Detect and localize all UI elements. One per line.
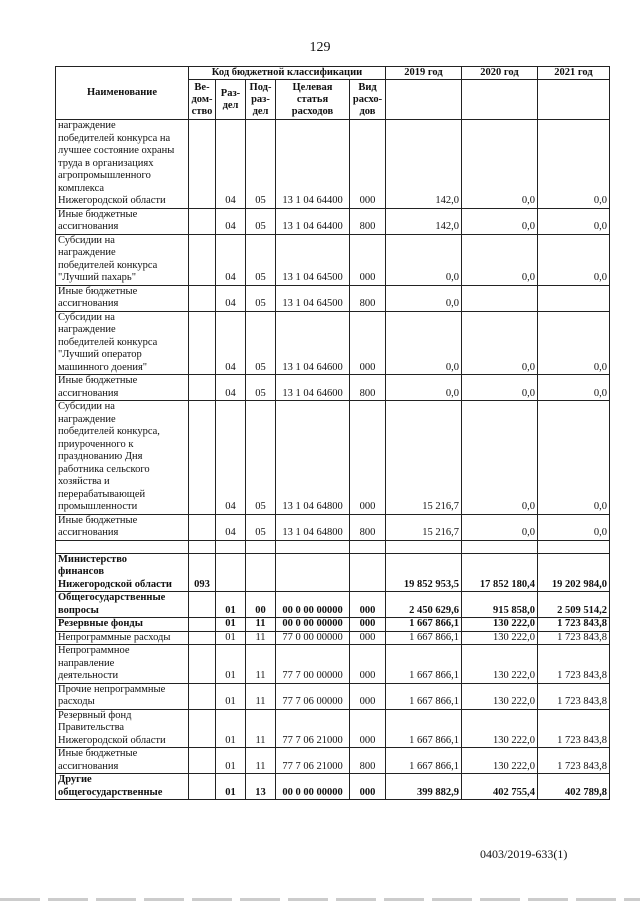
table-row — [56, 208, 610, 234]
cell-sec: 01 — [216, 618, 246, 632]
cell-type: 000 — [350, 709, 386, 748]
cell-y2021: 1 723 843,8 — [538, 631, 610, 645]
spacer-cell — [276, 540, 350, 553]
cell-y2019: 142,0 — [386, 120, 462, 209]
cell-y2021: 1 723 843,8 — [538, 748, 610, 774]
budget-table — [55, 66, 610, 800]
cell-y2020: 0,0 — [462, 311, 538, 375]
header-2019-blank — [386, 80, 462, 120]
cell-y2021: 0,0 — [538, 120, 610, 209]
spacer-cell — [216, 540, 246, 553]
cell-sub: 11 — [246, 748, 276, 774]
cell-name: Непрограммные расходы — [56, 631, 189, 645]
cell-dept — [189, 618, 216, 632]
cell-y2020: 0,0 — [462, 120, 538, 209]
cell-sub — [246, 553, 276, 592]
cell-y2021: 1 723 843,8 — [538, 683, 610, 709]
cell-dept — [189, 120, 216, 209]
cell-sub: 11 — [246, 618, 276, 632]
cell-dept — [189, 401, 216, 515]
cell-sub: 05 — [246, 120, 276, 209]
cell-type: 000 — [350, 401, 386, 515]
table-row — [56, 631, 610, 645]
cell-sec: 01 — [216, 709, 246, 748]
cell-y2019: 1 667 866,1 — [386, 683, 462, 709]
table-row — [56, 618, 610, 632]
cell-y2020: 0,0 — [462, 514, 538, 540]
cell-y2020: 0,0 — [462, 375, 538, 401]
cell-sec: 01 — [216, 683, 246, 709]
cell-dept — [189, 645, 216, 684]
cell-y2020: 130 222,0 — [462, 631, 538, 645]
cell-type: 000 — [350, 645, 386, 684]
cell-dept — [189, 748, 216, 774]
table-row — [56, 645, 610, 684]
table-row — [56, 401, 610, 515]
cell-y2021: 1 723 843,8 — [538, 618, 610, 632]
cell-y2019: 0,0 — [386, 285, 462, 311]
scan-edge-artifact — [0, 898, 640, 901]
cell-type: 000 — [350, 774, 386, 800]
table-row — [56, 709, 610, 748]
cell-type: 000 — [350, 311, 386, 375]
cell-name: Субсидии на награждение победителей конкурса, приуроченного к празднованию Дня работника сельского хозяйства и перерабатывающей промышленности — [56, 401, 189, 515]
cell-sub: 05 — [246, 285, 276, 311]
cell-dept — [189, 311, 216, 375]
spacer-cell — [56, 540, 189, 553]
cell-target: 13 1 04 64800 — [276, 401, 350, 515]
spacer-cell — [246, 540, 276, 553]
cell-y2019: 0,0 — [386, 234, 462, 285]
cell-target: 00 0 00 00000 — [276, 618, 350, 632]
cell-y2021: 1 723 843,8 — [538, 645, 610, 684]
cell-y2019: 19 852 953,5 — [386, 553, 462, 592]
cell-y2020: 130 222,0 — [462, 618, 538, 632]
cell-type: 000 — [350, 618, 386, 632]
cell-type: 800 — [350, 514, 386, 540]
cell-y2020: 402 755,4 — [462, 774, 538, 800]
cell-target: 13 1 04 64600 — [276, 375, 350, 401]
cell-name: Иные бюджетные ассигнования — [56, 375, 189, 401]
cell-target: 13 1 04 64500 — [276, 234, 350, 285]
cell-sub: 05 — [246, 375, 276, 401]
cell-target: 13 1 04 64400 — [276, 208, 350, 234]
table-row — [56, 592, 610, 618]
header-2021: 2021 год — [538, 67, 610, 80]
cell-y2020: 130 222,0 — [462, 748, 538, 774]
cell-sub: 05 — [246, 208, 276, 234]
table-row — [56, 540, 610, 553]
cell-y2021 — [538, 285, 610, 311]
table-row — [56, 514, 610, 540]
cell-sec: 04 — [216, 208, 246, 234]
cell-target — [276, 553, 350, 592]
cell-sec: 04 — [216, 375, 246, 401]
spacer-cell — [350, 540, 386, 553]
cell-y2019: 142,0 — [386, 208, 462, 234]
header-dept: Ве- дом- ство — [189, 80, 216, 120]
cell-y2020 — [462, 285, 538, 311]
cell-name: Иные бюджетные ассигнования — [56, 748, 189, 774]
cell-name: Резервный фонд Правительства Нижегородской области — [56, 709, 189, 748]
table-row — [56, 375, 610, 401]
table-row — [56, 120, 610, 209]
cell-name: награждение победителей конкурса на лучшее состояние охраны труда в организациях агропромышленного комплекса Нижегородской области — [56, 120, 189, 209]
header-2021-blank — [538, 80, 610, 120]
spacer-cell — [462, 540, 538, 553]
cell-sec: 01 — [216, 774, 246, 800]
cell-sub: 05 — [246, 401, 276, 515]
cell-sec: 04 — [216, 311, 246, 375]
cell-name: Субсидии на награждение победителей конкурса "Лучший пахарь" — [56, 234, 189, 285]
header-section: Раз- дел — [216, 80, 246, 120]
cell-sec: 01 — [216, 645, 246, 684]
cell-y2020: 915 858,0 — [462, 592, 538, 618]
cell-name: Иные бюджетные ассигнования — [56, 208, 189, 234]
cell-sec: 01 — [216, 631, 246, 645]
cell-y2019: 1 667 866,1 — [386, 645, 462, 684]
header-name: Наименование — [56, 67, 189, 120]
cell-y2020: 0,0 — [462, 208, 538, 234]
cell-y2020: 130 222,0 — [462, 645, 538, 684]
spacer-cell — [538, 540, 610, 553]
cell-sec: 04 — [216, 234, 246, 285]
cell-y2021: 0,0 — [538, 234, 610, 285]
table-header — [56, 67, 610, 120]
cell-target: 13 1 04 64800 — [276, 514, 350, 540]
cell-sec: 04 — [216, 401, 246, 515]
cell-sub: 13 — [246, 774, 276, 800]
cell-sub: 11 — [246, 631, 276, 645]
table-body — [56, 120, 610, 800]
cell-target: 77 7 06 00000 — [276, 683, 350, 709]
header-target: Целевая статья расходов — [276, 80, 350, 120]
header-exp-type: Вид расхо- дов — [350, 80, 386, 120]
cell-sub: 05 — [246, 234, 276, 285]
cell-y2021: 2 509 514,2 — [538, 592, 610, 618]
cell-name: Прочие непрограммные расходы — [56, 683, 189, 709]
cell-target: 00 0 00 00000 — [276, 774, 350, 800]
cell-type: 800 — [350, 208, 386, 234]
cell-y2021: 0,0 — [538, 375, 610, 401]
cell-target: 77 7 06 21000 — [276, 709, 350, 748]
table-row — [56, 234, 610, 285]
cell-y2019: 1 667 866,1 — [386, 748, 462, 774]
cell-dept — [189, 774, 216, 800]
cell-y2019: 1 667 866,1 — [386, 618, 462, 632]
cell-name: Иные бюджетные ассигнования — [56, 285, 189, 311]
cell-name: Общегосударственные вопросы — [56, 592, 189, 618]
cell-target: 13 1 04 64600 — [276, 311, 350, 375]
cell-type: 000 — [350, 120, 386, 209]
cell-name: Непрограммное направление деятельности — [56, 645, 189, 684]
cell-sec: 04 — [216, 514, 246, 540]
cell-y2021: 1 723 843,8 — [538, 709, 610, 748]
cell-sec — [216, 553, 246, 592]
cell-y2019: 2 450 629,6 — [386, 592, 462, 618]
cell-type: 800 — [350, 748, 386, 774]
cell-dept — [189, 514, 216, 540]
cell-y2020: 0,0 — [462, 234, 538, 285]
cell-sub: 00 — [246, 592, 276, 618]
cell-y2021: 0,0 — [538, 401, 610, 515]
cell-y2021: 19 202 984,0 — [538, 553, 610, 592]
cell-y2019: 15 216,7 — [386, 514, 462, 540]
cell-sec: 04 — [216, 285, 246, 311]
table-row — [56, 311, 610, 375]
cell-target: 77 7 06 21000 — [276, 748, 350, 774]
cell-y2019: 1 667 866,1 — [386, 631, 462, 645]
cell-dept — [189, 285, 216, 311]
cell-type: 000 — [350, 592, 386, 618]
table-row — [56, 553, 610, 592]
cell-name: Министерство финансов Нижегородской области — [56, 553, 189, 592]
cell-target: 13 1 04 64400 — [276, 120, 350, 209]
cell-dept — [189, 375, 216, 401]
table-row — [56, 774, 610, 800]
header-code-group: Код бюджетной классификации — [189, 67, 386, 80]
cell-y2020: 130 222,0 — [462, 709, 538, 748]
header-2019: 2019 год — [386, 67, 462, 80]
cell-type: 800 — [350, 285, 386, 311]
header-subsection: Под- раз- дел — [246, 80, 276, 120]
table-row — [56, 748, 610, 774]
cell-y2019: 1 667 866,1 — [386, 709, 462, 748]
cell-y2020: 130 222,0 — [462, 683, 538, 709]
cell-y2021: 402 789,8 — [538, 774, 610, 800]
cell-type: 800 — [350, 375, 386, 401]
header-2020: 2020 год — [462, 67, 538, 80]
cell-dept — [189, 631, 216, 645]
cell-y2020: 17 852 180,4 — [462, 553, 538, 592]
cell-target: 77 0 00 00000 — [276, 631, 350, 645]
cell-name: Субсидии на награждение победителей конкурса "Лучший оператор машинного доения" — [56, 311, 189, 375]
cell-type: 000 — [350, 631, 386, 645]
cell-dept — [189, 208, 216, 234]
cell-type — [350, 553, 386, 592]
header-2020-blank — [462, 80, 538, 120]
cell-sub: 11 — [246, 683, 276, 709]
cell-y2021: 0,0 — [538, 311, 610, 375]
cell-type: 000 — [350, 683, 386, 709]
cell-sec: 01 — [216, 748, 246, 774]
cell-y2019: 0,0 — [386, 311, 462, 375]
cell-y2020: 0,0 — [462, 401, 538, 515]
cell-sub: 05 — [246, 514, 276, 540]
cell-type: 000 — [350, 234, 386, 285]
cell-dept — [189, 592, 216, 618]
cell-y2021: 0,0 — [538, 514, 610, 540]
page-number: 129 — [309, 40, 331, 55]
cell-y2019: 0,0 — [386, 375, 462, 401]
cell-sub: 11 — [246, 709, 276, 748]
spacer-cell — [189, 540, 216, 553]
cell-name: Другие общегосударственные — [56, 774, 189, 800]
spacer-cell — [386, 540, 462, 553]
cell-dept — [189, 234, 216, 285]
cell-dept: 093 — [189, 553, 216, 592]
table-row — [56, 285, 610, 311]
cell-y2019: 399 882,9 — [386, 774, 462, 800]
cell-sec: 01 — [216, 592, 246, 618]
cell-name: Резервные фонды — [56, 618, 189, 632]
cell-target: 77 7 00 00000 — [276, 645, 350, 684]
cell-dept — [189, 709, 216, 748]
cell-y2019: 15 216,7 — [386, 401, 462, 515]
cell-y2021: 0,0 — [538, 208, 610, 234]
cell-target: 00 0 00 00000 — [276, 592, 350, 618]
cell-sub: 11 — [246, 645, 276, 684]
table-row — [56, 683, 610, 709]
cell-target: 13 1 04 64500 — [276, 285, 350, 311]
cell-sec: 04 — [216, 120, 246, 209]
document-code: 0403/2019-633(1) — [480, 847, 568, 861]
cell-dept — [189, 683, 216, 709]
cell-sub: 05 — [246, 311, 276, 375]
cell-name: Иные бюджетные ассигнования — [56, 514, 189, 540]
